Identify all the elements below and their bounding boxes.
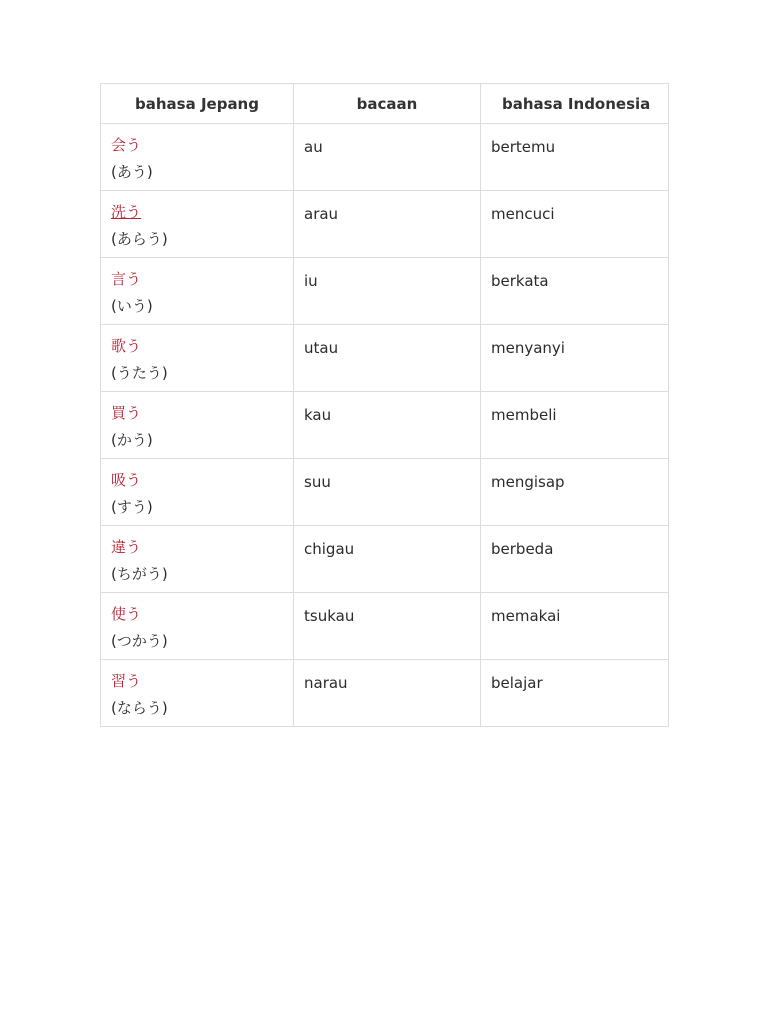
header-japanese: bahasa Jepang xyxy=(101,84,294,124)
japanese-cell xyxy=(101,593,294,660)
table-row xyxy=(101,191,669,258)
table-row xyxy=(101,526,669,593)
japanese-cell xyxy=(101,258,294,325)
furigana-reading: (ならう) xyxy=(111,699,168,717)
furigana-reading: (あらう) xyxy=(111,230,168,248)
table-row xyxy=(101,258,669,325)
kanji-word: 会う xyxy=(111,136,142,154)
kanji-word: 洗う xyxy=(111,203,142,221)
indonesian-cell: belajar xyxy=(481,660,669,727)
romaji-cell: iu xyxy=(294,258,481,325)
kanji-word: 習う xyxy=(111,672,142,690)
romaji-cell: suu xyxy=(294,459,481,526)
kanji-word: 言う xyxy=(111,270,142,288)
romaji-cell: au xyxy=(294,124,481,191)
romaji-cell: kau xyxy=(294,392,481,459)
header-reading: bacaan xyxy=(294,84,481,124)
furigana-reading: (いう) xyxy=(111,297,153,315)
vocabulary-table xyxy=(100,83,669,727)
indonesian-cell: mengisap xyxy=(481,459,669,526)
kanji-word: 違う xyxy=(111,538,142,556)
table-row xyxy=(101,660,669,727)
furigana-reading: (つかう) xyxy=(111,632,168,650)
japanese-cell xyxy=(101,124,294,191)
furigana-reading: (かう) xyxy=(111,431,153,449)
furigana-reading: (すう) xyxy=(111,498,153,516)
kanji-word: 吸う xyxy=(111,471,142,489)
table-row xyxy=(101,459,669,526)
romaji-cell: tsukau xyxy=(294,593,481,660)
indonesian-cell: mencuci xyxy=(481,191,669,258)
table-header xyxy=(101,84,669,124)
table-row xyxy=(101,392,669,459)
japanese-cell xyxy=(101,526,294,593)
furigana-reading: (ちがう) xyxy=(111,565,168,583)
kanji-word: 歌う xyxy=(111,337,142,355)
romaji-cell: arau xyxy=(294,191,481,258)
indonesian-cell: menyanyi xyxy=(481,325,669,392)
kanji-word: 買う xyxy=(111,404,142,422)
japanese-cell xyxy=(101,191,294,258)
header-indonesian: bahasa Indonesia xyxy=(481,84,669,124)
furigana-reading: (あう) xyxy=(111,163,153,181)
japanese-cell xyxy=(101,392,294,459)
indonesian-cell: bertemu xyxy=(481,124,669,191)
table-row xyxy=(101,124,669,191)
table-row xyxy=(101,325,669,392)
header-row xyxy=(101,84,669,124)
furigana-reading: (うたう) xyxy=(111,364,168,382)
table-row xyxy=(101,593,669,660)
table-body xyxy=(101,124,669,727)
kanji-word: 使う xyxy=(111,605,142,623)
indonesian-cell: berkata xyxy=(481,258,669,325)
romaji-cell: narau xyxy=(294,660,481,727)
japanese-cell xyxy=(101,459,294,526)
indonesian-cell: memakai xyxy=(481,593,669,660)
japanese-cell xyxy=(101,325,294,392)
romaji-cell: chigau xyxy=(294,526,481,593)
indonesian-cell: berbeda xyxy=(481,526,669,593)
indonesian-cell: membeli xyxy=(481,392,669,459)
romaji-cell: utau xyxy=(294,325,481,392)
japanese-cell xyxy=(101,660,294,727)
